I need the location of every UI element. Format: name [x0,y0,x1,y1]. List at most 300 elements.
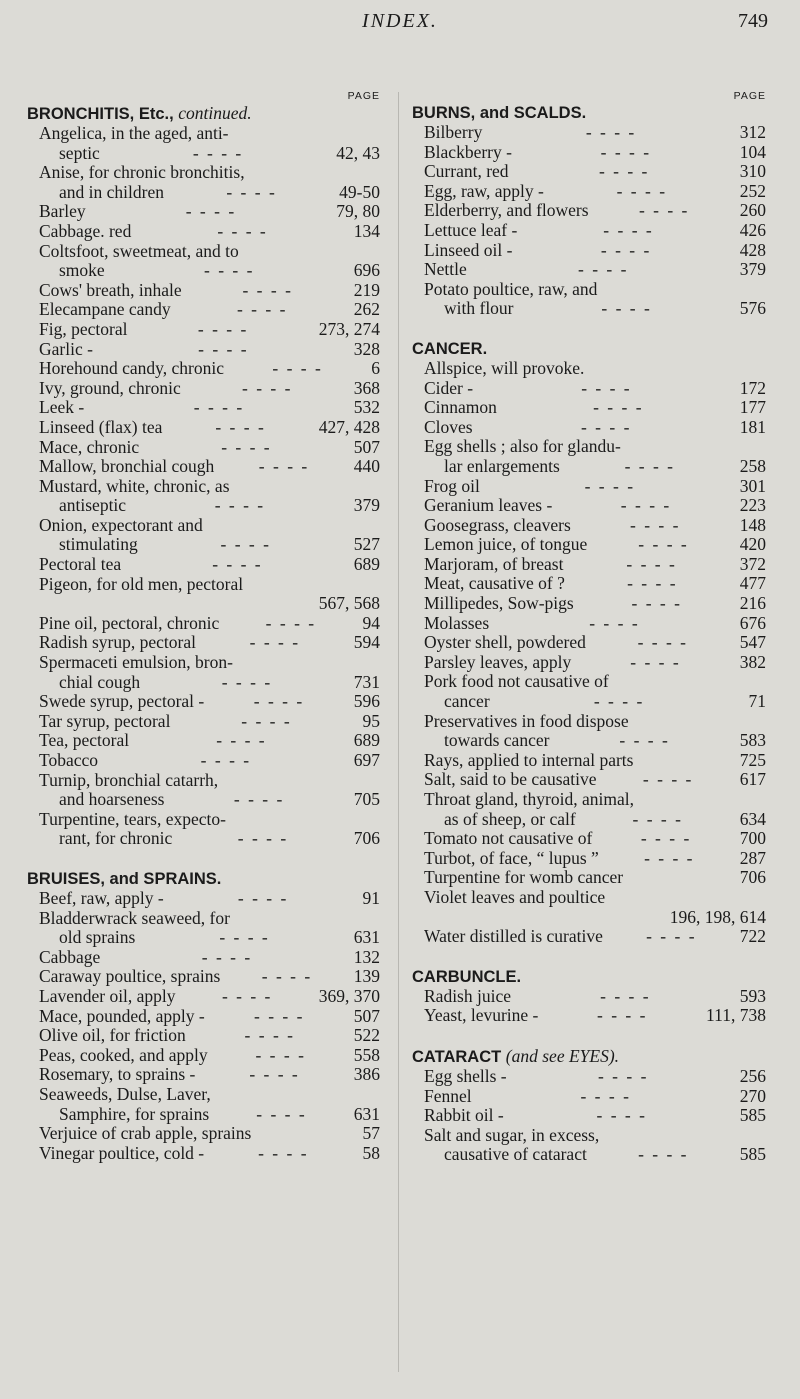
index-entry [27,340,380,360]
entry-page: 596 [353,691,380,712]
index-entry [27,359,380,379]
section-gap [27,849,380,868]
entry-line [39,889,380,909]
leader-dashes: - - - - [646,926,697,947]
index-entry [412,751,766,771]
leader-dashes [633,751,739,771]
entry-text: Garlic - [39,338,93,359]
index-entry [27,398,380,418]
entry-text: Elecampane candy [39,299,171,320]
leader-dashes: - - - - [233,789,285,810]
entry-line [39,614,380,634]
leader-dashes: - - - - [219,927,270,948]
leader-dashes: - - - - [626,553,677,574]
entry-text: Salt, said to be causative [424,769,597,790]
index-entry [412,241,766,261]
leader-dashes: - - - - [200,750,252,770]
entry-page: 379 [739,259,766,280]
index-entry [27,163,380,202]
entry-line [424,849,766,869]
section-heading [412,103,766,123]
entry-page: 689 [353,730,380,751]
entry-line [39,967,380,987]
entry-page: 301 [739,475,766,496]
entry-text: Barley [39,201,86,222]
entry-text: Cider - [424,377,474,398]
index-entry [412,143,766,163]
entry-text: Olive oil, for friction [39,1025,186,1046]
entry-line [424,574,766,594]
entry-page: 42, 43 [336,142,380,163]
entry-line [424,751,766,771]
index-entry [27,516,380,555]
entry-text: and in children [59,181,164,202]
page-number: 749 [738,10,768,32]
leader-dashes: - - - - [214,495,266,516]
entry-page: 172 [739,377,766,398]
leader-dashes: - - - - [593,397,644,418]
index-entry [27,731,380,751]
leader-dashes: - - - - [253,691,305,712]
entry-line [424,555,766,575]
entry-text: Mace, chronic [39,436,140,457]
leader-dashes: - - - - [624,455,675,476]
entry-line [39,1065,380,1085]
entry-text: Turnip, bronchial catarrh, [39,769,219,790]
entry-page: 705 [353,789,380,810]
entry-line [39,555,380,575]
entry-text: rant, for chronic [59,828,173,849]
index-entry [412,1087,766,1107]
entry-text: Allspice, will provoke. [424,357,585,378]
entry-page: 79, 80 [336,201,380,222]
right-column [412,90,766,1165]
entry-line [39,1007,380,1027]
leader-dashes: - - - - [637,632,689,653]
index-entry [27,810,380,849]
section-heading [27,869,380,889]
entry-text: Fennel [424,1085,472,1106]
section-heading [412,967,766,987]
entry-text: Onion, expectorant and [39,514,203,535]
entry-page: 139 [353,966,380,987]
index-entry [412,594,766,614]
entry-line [424,987,766,1007]
index-entry [27,1124,380,1144]
entry-text: Caraway poultice, sprains [39,966,221,987]
leader-dashes: - - - - [237,828,289,849]
entry-line [39,320,380,340]
leader-dashes: - - - - [616,180,668,201]
entry-page: 111, 738 [706,1005,766,1026]
entry-line [424,260,766,280]
entry-line [424,162,766,182]
leader-dashes: - - - - [212,554,263,575]
entry-text: smoke [59,260,105,281]
entry-page: 593 [739,985,766,1006]
index-entry [412,888,766,927]
entry-text: towards cancer [444,730,550,751]
entry-text: Angelica, in the aged, anti- [39,123,229,143]
entry-text: chial cough [59,671,141,692]
index-entry [412,712,766,751]
entry-line [39,948,380,968]
entry-page: 689 [353,554,380,575]
entry-text: antiseptic [59,495,127,516]
entry-line [39,340,380,360]
index-entry [412,574,766,594]
index-entry [27,987,380,1007]
entry-text: Samphire, for sprains [59,1103,210,1124]
entry-line [424,496,766,516]
leader-dashes: - - - - [197,318,249,339]
leader-dashes: - - - - [244,1025,295,1046]
index-entry [27,300,380,320]
leader-dashes: - - - - [216,730,267,751]
index-entry [412,849,766,869]
index-entry [27,751,380,771]
leader-dashes: - - - - [597,1065,649,1086]
index-entry [412,770,766,790]
leader-dashes [251,1124,362,1144]
entry-text: Cabbage [39,946,101,967]
section-gap [412,1026,766,1045]
entry-text: Water distilled is curative [424,926,603,947]
entry-line [39,183,380,203]
entry-page: 71 [748,691,766,712]
entry-page: 676 [739,612,766,633]
entry-line [424,299,766,319]
left-index-list [27,103,380,1163]
leader-dashes: - - - - [578,259,629,280]
entry-page: 270 [739,1085,766,1106]
index-entry [412,182,766,202]
index-entry [27,575,380,614]
index-entry [27,614,380,634]
entry-page: 706 [353,828,380,849]
index-entry [412,398,766,418]
leader-dashes: - - - - [585,122,637,142]
entry-line [424,1106,766,1126]
entry-line [424,1087,766,1107]
leader-dashes: - - - - [242,377,293,398]
index-entry [412,437,766,476]
entry-page: 368 [353,377,380,398]
leader-dashes: - - - - [640,828,692,849]
heading-text: BRONCHITIS, Etc., [27,105,174,123]
entry-line [424,770,766,790]
leader-dashes: - - - - [201,946,253,967]
index-entry [27,1085,380,1124]
index-entry [412,868,766,888]
entry-text: Marjoram, of breast [424,553,564,574]
index-entry [27,202,380,222]
entry-text: Ivy, ground, chronic [39,377,181,398]
entry-page: 258 [739,455,766,476]
entry-text: Violet leaves and poultice [424,886,606,907]
index-entry [412,1006,766,1026]
index-entry [27,1026,380,1046]
leader-dashes: - - - - [254,1005,305,1026]
leader-dashes: - - - - [630,651,681,672]
heading-text: CANCER. [412,339,488,358]
index-entry [27,909,380,948]
index-entry [27,1065,380,1085]
entry-line [424,829,766,849]
entry-page: 420 [739,534,766,555]
entry-page: 426 [739,219,766,240]
entry-page: 477 [739,573,766,594]
leader-dashes: - - - - [185,201,237,222]
index-entry [412,221,766,241]
entry-text: Molasses [424,612,490,633]
entry-page: 567, 568 [318,593,380,614]
index-entry [27,555,380,575]
index-entry [412,653,766,673]
entry-line [424,810,766,830]
heading-continued: continued. [178,103,252,123]
leader-dashes: - - - - [221,671,273,692]
entry-page: 634 [739,808,766,829]
entry-text: Radish syrup, pectoral [39,632,196,653]
entry-line [424,927,766,947]
entry-text: Rays, applied to internal parts [424,749,634,770]
entry-line [39,751,380,771]
leader-dashes: - - - - [580,416,632,437]
entry-text: lar enlargements [444,455,560,476]
entry-line [39,202,380,222]
entry-text: Geranium leaves - [424,495,553,516]
entry-line [424,868,766,888]
running-head [0,6,800,36]
leader-dashes: - - - - [249,632,301,653]
entry-text: Pigeon, for old men, pectoral [39,573,244,594]
entry-page: 631 [353,1103,380,1124]
index-entry [412,672,766,711]
index-entry [412,201,766,221]
entry-page: 312 [739,122,766,142]
entry-text: Pectoral tea [39,554,122,575]
index-entry [412,477,766,497]
entry-line [39,281,380,301]
leader-dashes: - - - - [258,1142,309,1163]
entry-text: and hoarseness [59,789,165,810]
index-entry [412,614,766,634]
entry-line [39,692,380,712]
entry-text: Rosemary, to sprains - [39,1064,196,1085]
entry-text: Egg shells - [424,1065,507,1086]
entry-text: Anise, for chronic bronchitis, [39,162,245,183]
section-gap [412,319,766,338]
entry-page: 583 [739,730,766,751]
entry-line [39,418,380,438]
leader-dashes: - - - - [192,142,244,163]
leader-dashes: - - - - [255,1044,306,1065]
entry-text: Coltsfoot, sweetmeat, and to [39,240,239,261]
index-entry [412,496,766,516]
entry-line [39,1144,380,1164]
entry-line [39,398,380,418]
entry-page: 585 [739,1105,766,1126]
index-entry [27,1007,380,1027]
entry-page: 223 [739,495,766,516]
entry-line [424,143,766,163]
entry-line [39,300,380,320]
index-entry [412,829,766,849]
entry-text: as of sheep, or calf [444,808,576,829]
entry-page: 287 [739,847,766,868]
entry-line [39,673,380,693]
index-entry [412,260,766,280]
index-entry [27,320,380,340]
leader-dashes: - - - - [598,161,650,182]
entry-page: 700 [739,828,766,849]
entry-line [424,457,766,477]
leader-dashes: - - - - [272,358,323,379]
entry-line [39,987,380,1007]
entry-line [424,1145,766,1165]
entry-text: Beef, raw, apply - [39,887,164,908]
leader-dashes: - - - - [600,985,651,1006]
entry-text: Parsley leaves, apply [424,651,572,672]
entry-page: 428 [739,239,766,260]
entry-page: 219 [353,279,380,300]
leader-dashes: - - - - [601,298,652,319]
entry-line [39,222,380,242]
entry-text: Tobacco [39,750,99,770]
entry-line [424,516,766,536]
index-entry [27,242,380,281]
entry-text: Frog oil [424,475,480,496]
entry-text: Peas, cooked, and apply [39,1044,208,1065]
section-heading [27,103,380,124]
entry-line [424,653,766,673]
entry-text: Mallow, bronchial cough [39,456,215,477]
entry-line [424,201,766,221]
entry-text: Lemon juice, of tongue [424,534,588,555]
index-entry [27,653,380,692]
entry-text: Horehound candy, chronic [39,358,224,379]
index-entry [412,162,766,182]
entry-line [39,1105,380,1125]
leader-dashes: - - - - [638,200,690,221]
entry-text: Verjuice of crab apple, sprains [39,1123,252,1144]
entry-text: Throat gland, thyroid, animal, [424,789,634,809]
leader-dashes: - - - - [198,338,249,359]
section-gap [412,947,766,966]
entry-page: 427, 428 [318,416,380,437]
leader-dashes: - - - - [265,612,317,633]
heading-text: BRUISES, and SPRAINS. [27,869,222,888]
index-entry [27,692,380,712]
entry-text: Nettle [424,259,467,280]
entry-text: Turbot, of face, “ lupus ” [424,847,599,868]
leader-dashes: - - - - [632,808,683,829]
entry-page: 576 [739,298,766,319]
entry-page: 522 [353,1025,380,1046]
entry-text: Goosegrass, cleavers [424,514,571,535]
index-entry [27,124,380,163]
index-entry [412,379,766,399]
entry-page: 722 [739,926,766,947]
entry-line [39,829,380,849]
index-entry [27,771,380,810]
page-label: PAGE [733,90,766,102]
index-entry [412,359,766,379]
entry-text: Seaweeds, Dulse, Laver, [39,1083,211,1104]
entry-text: Currant, red [424,161,509,182]
leader-dashes: - - - - [580,1085,631,1106]
entry-page: 132 [353,946,380,967]
index-entry [412,555,766,575]
entry-text: Egg shells ; also for glandu- [424,436,621,457]
index-entry [27,379,380,399]
index-entry [412,1126,766,1165]
leader-dashes: - - - - [597,1005,648,1026]
entry-page: 58 [362,1142,380,1163]
entry-page: 706 [739,867,766,888]
entry-line [39,1026,380,1046]
entry-page: 104 [739,141,766,162]
leader-dashes: - - - - [593,691,645,712]
entry-text: Swede syrup, pectoral - [39,691,205,712]
entry-text: Tar syrup, pectoral [39,710,171,731]
entry-page: 216 [739,593,766,614]
entry-text: Blackberry - [424,141,512,162]
index-entry [412,535,766,555]
entry-page: 273, 274 [318,318,380,339]
heading-text: CATARACT [412,1047,502,1066]
entry-line [424,633,766,653]
entry-page: 57 [362,1123,380,1144]
leader-dashes: - - - - [600,141,652,162]
leader-dashes: - - - - [220,534,271,555]
entry-page: 94 [362,612,380,633]
entry-text: Cabbage. red [39,220,132,241]
entry-text: Linseed (flax) tea [39,416,163,437]
column-divider [398,92,399,1372]
entry-line [39,496,380,516]
index-entry [27,889,380,909]
leader-dashes: - - - - [249,1064,300,1085]
entry-line [424,418,766,438]
leader-dashes: - - - - [638,534,689,555]
index-entry [27,457,380,477]
index-entry [27,712,380,732]
entry-page: 369, 370 [318,985,380,1006]
entry-line [39,359,380,379]
leader-dashes: - - - - [642,769,694,790]
index-entry [27,948,380,968]
entry-text: Radish juice [424,985,511,1006]
entry-text: with flour [444,298,514,319]
leader-dashes: - - - - [258,456,310,477]
entry-text: Meat, causative of ? [424,573,565,594]
entry-text: Tomato not causative of [424,828,593,849]
index-entry [412,280,766,319]
leader-dashes: - - - - [631,593,682,614]
entry-line [424,1067,766,1087]
entry-line [39,1124,380,1144]
entry-page: 148 [739,514,766,535]
leader-dashes: - - - - [596,1105,647,1126]
entry-text: Vinegar poultice, cold - [39,1142,205,1163]
heading-text: CARBUNCLE. [412,967,522,986]
index-entry [412,987,766,1007]
entry-line [39,379,380,399]
index-entry [412,418,766,438]
leader-dashes: - - - - [261,966,313,987]
